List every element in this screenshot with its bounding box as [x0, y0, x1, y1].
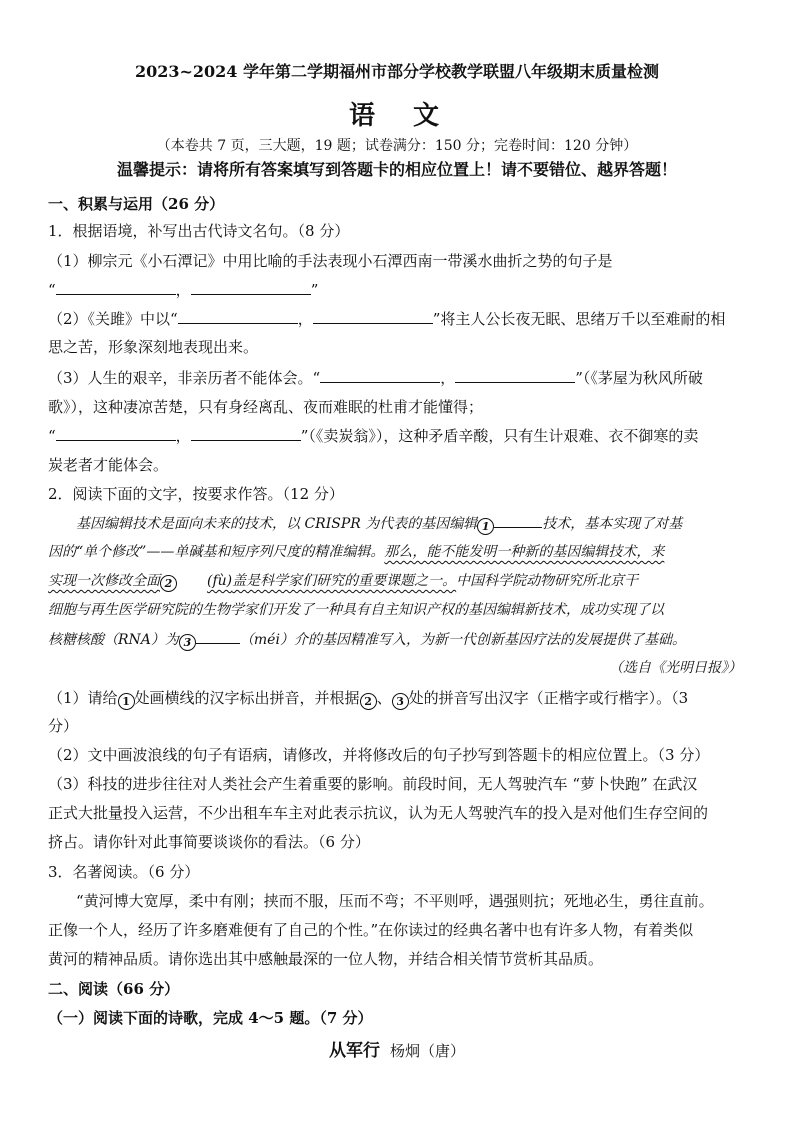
answer-blank[interactable]: [494, 513, 542, 528]
circled-number-3: 3: [179, 634, 196, 651]
passage-line: 实现一次修改全面 2 (fù)盖是科学家们研究的重要课题之一。中国科学院动物研究所北京干: [48, 573, 639, 590]
passage-line: 因的“单个修改”——单碱基和短序列尺度的精准编辑。那么，能不能发明一种新的基因编辑技术，来: [48, 544, 665, 560]
circled-number-3: 3: [392, 693, 409, 710]
q3-text: 正像一个人，经历了许多磨难便有了自己的个性。”在你读过的经典名著中也有许多人物，有着类似: [48, 921, 694, 939]
wavy-underlined-sentence: 那么，能不能发明一种新的基因编辑技术，来: [384, 544, 665, 560]
q2-sub2: （2）文中画波浪线的句子有语病，请修改，并将修改后的句子抄写到答题卡的相应位置上。（3 分）: [48, 746, 710, 764]
answer-blank[interactable]: [56, 426, 176, 441]
circled-number-2: 2: [160, 575, 177, 592]
q2-sub3: （3）科技的进步往往对人类社会产生着重要的影响。前段时间，无人驾驶汽车 “萝卜快跑” 在武汉: [48, 775, 698, 793]
q1-sub2: （2）《关雎》中以“ ， ”将主人公长夜无眠、思绪万千以至难耐的相: [48, 310, 726, 328]
answer-blank[interactable]: [191, 426, 301, 441]
q1-sub3-cont: 歌》），这种凄凉苦楚，只有身经离乱、夜而难眠的杜甫才能懂得；: [48, 398, 484, 416]
exam-info: （本卷共 7 页，三大题，19 题；试卷满分：150 分；完卷时间：120 分钟）: [156, 138, 638, 154]
wavy-underlined-sentence: 实现一次修改全面 2 (fù)盖是科学家们研究的重要课题之一。: [48, 573, 457, 590]
subject-title: 语 文: [348, 101, 445, 131]
circled-number-1: 1: [477, 518, 494, 535]
poem-title: 从军行: [328, 1041, 380, 1061]
q1-sub2-cont: 思之苦，形象深刻地表现出来。: [48, 338, 259, 356]
answer-blank[interactable]: [178, 309, 298, 324]
answer-blank[interactable]: [313, 309, 433, 324]
q2-sub1: （1）请给 1 处画横线的汉字标出拼音，并根据 2 、 3 处的拼音写出汉字（正楷字或行楷字）。（3: [48, 689, 689, 708]
exam-title: 2023~2024 学年第二学期福州市部分学校教学联盟八年级期末质量检测: [134, 62, 660, 81]
q2-sub3-cont: 正式大批量投入运营，不少出租车车主对此表示抗议，认为无人驾驶汽车的投入是对他们生存空间的: [48, 804, 709, 822]
answer-blank[interactable]: [56, 280, 176, 295]
passage-line: 核糖核酸（RNA）为 3 （méi）介的基因精准写入，为新一代创新基因疗法的发展提供了基础。: [48, 629, 686, 651]
circled-number-2: 2: [360, 693, 377, 710]
q2-sub1-cont: 分）: [48, 717, 79, 735]
notice: 温馨提示：请将所有答案填写到答题卡的相应位置上！请不要错位、越界答题！: [116, 160, 677, 179]
pinyin-hint: （méi）: [239, 632, 294, 648]
question-3-stem: 3．名著阅读。（6 分）: [48, 863, 200, 881]
q1-sub1-answer: “ ， ”: [48, 281, 319, 299]
passage-line: 细胞与再生医学研究院的生物学家们开发了一种具有自主知识产权的基因编辑新技术，成功实现了以: [48, 602, 664, 618]
answer-blank[interactable]: [196, 629, 240, 644]
q1-sub3: （3）人生的艰辛，非亲历者不能体会。“ ， ”（《茅屋为秋风所破: [48, 369, 703, 387]
section-heading: 二、阅读（66 分）: [48, 980, 180, 998]
subsection-heading: （一）阅读下面的诗歌，完成 4～5 题。（7 分）: [48, 1009, 373, 1027]
passage-source: （选自《光明日报》）: [609, 660, 742, 676]
passage-line: 基因编辑技术是面向未来的技术，以 CRISPR 为代表的基因编辑 1 技术，基本实现了对基: [76, 513, 682, 535]
q1-sub1: （1）柳宗元《小石潭记》中用比喻的手法表现小石潭西南一带溪水曲折之势的句子是: [48, 252, 613, 270]
pinyin-hint: (fù): [207, 573, 233, 589]
question-1-stem: 1．根据语境，补写出古代诗文名句。（8 分）: [48, 222, 350, 240]
q3-text: 黄河的精神品质。请你选出其中感触最深的一位人物，并结合相关情节赏析其品质。: [48, 950, 604, 968]
poem-heading: [0, 1041, 794, 1061]
circled-number-1: 1: [118, 693, 135, 710]
answer-blank[interactable]: [320, 368, 440, 383]
answer-blank[interactable]: [455, 368, 575, 383]
poem-author: 杨炯（唐）: [389, 1042, 465, 1060]
answer-blank[interactable]: [191, 280, 311, 295]
q1-sub3-line3: “ ， ”（《卖炭翁》），这种矛盾辛酸，只有生计艰难、衣不御寒的卖: [48, 427, 699, 445]
section-heading: 一、积累与运用（26 分）: [48, 195, 225, 213]
question-2-stem: 2．阅读下面的文字，按要求作答。（12 分）: [48, 485, 344, 503]
q1-sub3-line4: 炭老者才能体会。: [48, 456, 169, 474]
q3-text: “黄河博大宽厚，柔中有刚；挟而不服，压而不弯；不平则呼，遇强则抗；死地必生，勇往直前。: [76, 892, 714, 910]
q2-sub3-cont: 挤占。请你针对此事简要谈谈你的看法。（6 分）: [48, 833, 370, 851]
